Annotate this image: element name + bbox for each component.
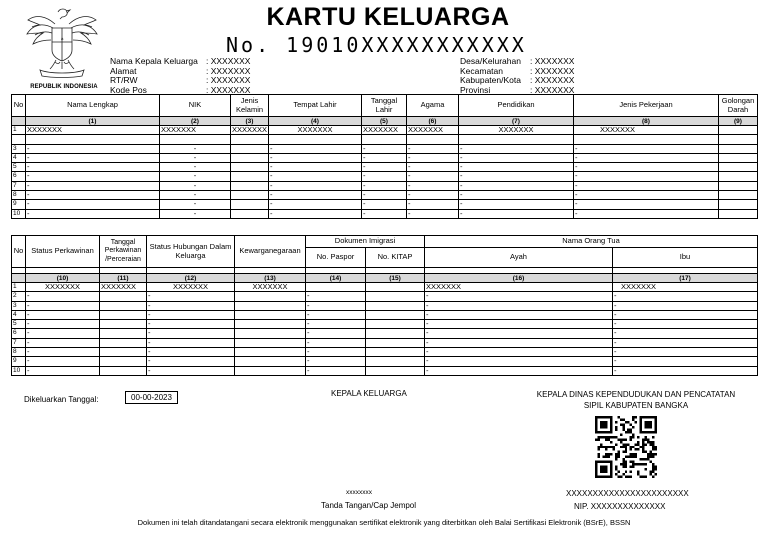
row-number: 10 (12, 366, 26, 375)
table-cell (719, 163, 758, 172)
table-cell (100, 292, 147, 301)
table-cell (231, 209, 269, 218)
info-label: Nama Kepala Keluarga (110, 56, 198, 66)
table-cell: - (147, 366, 235, 375)
table-cell (231, 172, 269, 181)
table-cell: - (147, 348, 235, 357)
table-cell (366, 348, 425, 357)
table-row (12, 181, 758, 190)
col-header-marriage-date: Tanggal Perkawinan /Perceraian (100, 236, 147, 268)
issued-date-box: 00-00-2023 (125, 391, 178, 404)
column-index-cell: (7) (459, 117, 574, 126)
table-row (12, 292, 758, 301)
table-cell (366, 320, 425, 329)
electronic-signature-disclaimer: Dokumen ini telah ditandatangani secara elektronik menggunakan sertifikat elektronik yang diterbitkan oleh Balai Sertifikasi Elektronik (BSrE), BSSN (137, 518, 631, 527)
table-cell: - (26, 144, 160, 153)
cell-birthplace: XXXXXXX (269, 126, 362, 135)
table-cell: - (147, 357, 235, 366)
cell-family-relation: XXXXXXX (147, 283, 235, 292)
table-cell: - (362, 153, 407, 162)
table-cell: - (269, 144, 362, 153)
table-cell: - (26, 329, 100, 338)
table-cell: - (269, 209, 362, 218)
table-cell: - (362, 209, 407, 218)
civil-registry-office-title: KEPALA DINAS KEPENDUDUKAN DAN PENCATATAN SIPIL KABUPATEN BANGKA (536, 390, 736, 410)
table-row (12, 135, 758, 144)
table-cell: - (26, 301, 100, 310)
table-cell: - (160, 163, 231, 172)
table-cell: - (613, 329, 758, 338)
col-header-religion: Agama (407, 95, 459, 117)
column-index-cell: (13) (235, 274, 306, 283)
column-index-cell: (3) (231, 117, 269, 126)
table-cell: - (425, 301, 613, 310)
table-cell: - (425, 292, 613, 301)
table-cell: - (26, 191, 160, 200)
table-cell (366, 329, 425, 338)
col-header-no: No (12, 95, 26, 117)
cell-full-name (26, 135, 160, 144)
cell-religion: XXXXXXX (407, 126, 459, 135)
column-index-cell: (16) (425, 274, 613, 283)
table-cell: - (613, 338, 758, 347)
qr-code-icon (595, 416, 657, 478)
cell-gender: XXXXXXX (232, 125, 268, 134)
table-cell: - (269, 191, 362, 200)
table-cell: - (147, 338, 235, 347)
col-header-full-name: Nama Lengkap (26, 95, 160, 117)
column-index-cell: (15) (366, 274, 425, 283)
col-header-kitap: No. KITAP (366, 248, 425, 268)
column-index-cell: (8) (574, 117, 719, 126)
table-header-row (12, 95, 758, 117)
info-value: : XXXXXXX (530, 65, 575, 76)
table-cell: - (459, 200, 574, 209)
document-number: No. 19010XXXXXXXXXXX (226, 33, 527, 57)
row-number: 5 (12, 163, 26, 172)
household-info-right (460, 57, 574, 95)
table-cell: - (26, 320, 100, 329)
table-cell: - (425, 348, 613, 357)
head-of-family-title: KEPALA KELUARGA (331, 389, 407, 398)
table-cell (235, 301, 306, 310)
table-cell (366, 301, 425, 310)
table-cell: - (613, 366, 758, 375)
table-cell: - (147, 310, 235, 319)
col-header-mother: Ibu (613, 248, 758, 268)
info-label: RT/RW (110, 75, 138, 85)
family-members-table (11, 94, 758, 219)
table-cell: - (407, 172, 459, 181)
official-name: XXXXXXXXXXXXXXXXXXXXXXX (566, 489, 689, 498)
cell-kitap (366, 283, 425, 292)
info-label: Alamat (110, 65, 137, 76)
cell-blood-type (719, 135, 758, 144)
table-cell: - (574, 153, 719, 162)
table-cell (366, 292, 425, 301)
table-row (12, 191, 758, 200)
table-cell (231, 144, 269, 153)
table-cell (235, 348, 306, 357)
table-cell: - (269, 200, 362, 209)
col-header-gender: Jenis Kelamin (231, 95, 269, 117)
table-cell: - (306, 301, 366, 310)
table-cell: - (574, 163, 719, 172)
table-cell: - (160, 153, 231, 162)
col-header-education: Pendidikan (459, 95, 574, 117)
table-cell (100, 366, 147, 375)
table-cell: - (574, 209, 719, 218)
col-header-birthdate: Tanggal Lahir (362, 95, 407, 117)
table-row (12, 338, 758, 347)
table-header-row (12, 236, 758, 248)
row-number: 8 (12, 191, 26, 200)
table-cell: - (362, 181, 407, 190)
column-index-cell: (10) (26, 274, 100, 283)
cell-occupation: XXXXXXX (574, 126, 719, 135)
table-cell: - (407, 144, 459, 153)
table-cell: - (574, 200, 719, 209)
col-header-blood-type: Golongan Darah (719, 95, 758, 117)
table-cell: - (269, 172, 362, 181)
table-cell: - (574, 144, 719, 153)
table-row (12, 163, 758, 172)
table-cell: - (459, 153, 574, 162)
info-label: Kode Pos (110, 84, 147, 95)
table-cell (719, 172, 758, 181)
table-row (12, 301, 758, 310)
table-cell: - (306, 366, 366, 375)
info-label: Provinsi (460, 84, 491, 95)
table-cell: - (26, 292, 100, 301)
info-label: Desa/Kelurahan (460, 56, 521, 66)
table-cell: - (425, 357, 613, 366)
table-row (12, 172, 758, 181)
table-cell: - (407, 153, 459, 162)
info-value: : XXXXXXX (206, 65, 251, 76)
table-cell: - (306, 329, 366, 338)
table-cell: - (574, 172, 719, 181)
row-number: 7 (12, 338, 26, 347)
table-cell: - (407, 200, 459, 209)
table-row (12, 348, 758, 357)
cell-nationality: XXXXXXX (235, 283, 306, 292)
table-cell: - (26, 310, 100, 319)
empty-rows-top (12, 144, 758, 218)
info-label: Kecamatan (460, 65, 503, 76)
col-header-father: Ayah (425, 248, 613, 268)
column-index-cell: (2) (160, 117, 231, 126)
row-number: 2 (12, 292, 26, 301)
cell-full-name: XXXXXXX (26, 126, 160, 135)
table-cell: - (160, 191, 231, 200)
cell-nik: XXXXXXX (160, 126, 231, 135)
table-cell (366, 338, 425, 347)
table-cell (100, 357, 147, 366)
table-cell (231, 153, 269, 162)
table-cell: - (147, 329, 235, 338)
info-value: : XXXXXXX (530, 75, 575, 85)
table-cell: - (362, 163, 407, 172)
row-number: 9 (12, 200, 26, 209)
table-cell: - (459, 209, 574, 218)
table-cell: - (459, 144, 574, 153)
row-number: 4 (12, 310, 26, 319)
table-cell (100, 348, 147, 357)
table-cell: - (147, 301, 235, 310)
table-row (12, 126, 758, 135)
table-cell: - (26, 357, 100, 366)
table-cell (100, 320, 147, 329)
column-index-cell: (14) (306, 274, 366, 283)
table-row (12, 153, 758, 162)
table-row (12, 144, 758, 153)
col-header-birthplace: Tempat Lahir (269, 95, 362, 117)
table-cell: - (147, 292, 235, 301)
table-row (12, 357, 758, 366)
cell-nik (160, 135, 231, 144)
table-cell: - (425, 338, 613, 347)
cell-gender (231, 135, 269, 144)
info-value: : XXXXXXX (530, 56, 575, 66)
table-row (12, 209, 758, 218)
cell-mother: XXXXXXX (613, 283, 758, 292)
issued-date-label: Dikeluarkan Tanggal: (24, 395, 99, 404)
info-label: Kabupaten/Kota (460, 75, 521, 85)
table-cell: - (407, 209, 459, 218)
table-cell (100, 301, 147, 310)
table-cell: - (362, 144, 407, 153)
emblem-caption: REPUBLIK INDONESIA (30, 84, 98, 90)
row-number: 10 (12, 209, 26, 218)
row-number: 3 (12, 301, 26, 310)
table-cell: - (26, 163, 160, 172)
col-header-nik: NIK (160, 95, 231, 117)
info-value: : XXXXXXX (206, 56, 251, 66)
table-cell (235, 329, 306, 338)
document-title: KARTU KELUARGA (266, 3, 510, 31)
official-nip: NIP. XXXXXXXXXXXXXX (574, 502, 666, 511)
table-cell (231, 191, 269, 200)
column-index-cell: (12) (147, 274, 235, 283)
marital-parent-table (11, 235, 758, 376)
table-cell (719, 209, 758, 218)
table-cell (231, 200, 269, 209)
cell-marital-status: XXXXXXX (26, 283, 100, 292)
table-cell: - (26, 348, 100, 357)
cell-religion (407, 135, 459, 144)
table-cell (235, 338, 306, 347)
table-cell (235, 320, 306, 329)
table-cell (366, 357, 425, 366)
cell-blood-type (719, 126, 758, 135)
table-cell: - (26, 181, 160, 190)
table-cell: - (613, 301, 758, 310)
table-cell: - (306, 348, 366, 357)
table-cell: - (26, 153, 160, 162)
table-cell: - (26, 172, 160, 181)
table-cell: - (306, 320, 366, 329)
column-index-cell: (17) (613, 274, 758, 283)
table-cell: - (160, 181, 231, 190)
column-index-row (12, 274, 758, 283)
column-index-cell (12, 274, 26, 283)
col-header-nationality: Kewarganegaraan (235, 236, 306, 268)
table-cell (719, 153, 758, 162)
table-cell (235, 366, 306, 375)
table-cell (235, 292, 306, 301)
table-cell: - (306, 292, 366, 301)
column-index-cell: (11) (100, 274, 147, 283)
column-index-cell: (1) (26, 117, 160, 126)
cell-birthplace (269, 135, 362, 144)
column-index-cell: (4) (269, 117, 362, 126)
table-cell (235, 310, 306, 319)
table-cell (231, 181, 269, 190)
row-number: 4 (12, 153, 26, 162)
cell-occupation (574, 135, 719, 144)
table-cell: - (574, 181, 719, 190)
table-cell: - (26, 209, 160, 218)
row-number: 7 (12, 181, 26, 190)
table-cell: - (306, 357, 366, 366)
info-value: : XXXXXXX (206, 84, 251, 95)
table-cell: - (362, 200, 407, 209)
col-header-occupation: Jenis Pekerjaan (574, 95, 719, 117)
row-number: 1 (12, 126, 26, 135)
table-cell: - (425, 329, 613, 338)
table-cell (100, 329, 147, 338)
cell-education (459, 135, 574, 144)
row-number (12, 135, 26, 144)
col-header-parents: Nama Orang Tua (425, 236, 758, 248)
table-cell: - (306, 338, 366, 347)
table-cell: - (362, 172, 407, 181)
empty-rows-bottom (12, 292, 758, 376)
table-cell: - (613, 320, 758, 329)
table-cell (719, 191, 758, 200)
table-cell: - (407, 163, 459, 172)
row-number: 6 (12, 172, 26, 181)
row-number: 9 (12, 357, 26, 366)
table-cell: - (306, 310, 366, 319)
household-info-left (110, 57, 250, 95)
table-cell: - (407, 191, 459, 200)
table-cell (719, 200, 758, 209)
table-cell: - (459, 181, 574, 190)
info-value: : XXXXXXX (206, 75, 251, 85)
table-row (12, 366, 758, 375)
row-number: 1 (12, 283, 26, 292)
table-row (12, 310, 758, 319)
table-cell (719, 144, 758, 153)
table-cell: - (425, 366, 613, 375)
cell-father: XXXXXXX (425, 283, 613, 292)
col-header-no: No (12, 236, 26, 268)
table-cell (100, 338, 147, 347)
table-cell: - (613, 348, 758, 357)
head-of-family-name: xxxxxxxx (346, 489, 372, 496)
table-cell: - (269, 181, 362, 190)
table-cell (366, 366, 425, 375)
table-cell: - (613, 310, 758, 319)
table-cell: - (425, 320, 613, 329)
table-row (12, 320, 758, 329)
table-row (12, 200, 758, 209)
row-number: 8 (12, 348, 26, 357)
table-cell (719, 181, 758, 190)
cell-birthdate (362, 135, 407, 144)
table-cell: - (425, 310, 613, 319)
table-cell: - (160, 209, 231, 218)
table-cell: - (147, 320, 235, 329)
table-cell: - (160, 172, 231, 181)
column-index-row (12, 117, 758, 126)
row-number: 3 (12, 144, 26, 153)
table-cell: - (26, 366, 100, 375)
col-header-family-relation: Status Hubungan Dalam Keluarga (147, 236, 235, 268)
table-cell: - (459, 163, 574, 172)
table-row (12, 329, 758, 338)
table-cell (366, 310, 425, 319)
column-index-cell: (9) (719, 117, 758, 126)
info-value: : XXXXXXX (530, 84, 575, 95)
table-cell: - (407, 181, 459, 190)
col-header-immigration-docs: Dokumen Imigrasi (306, 236, 425, 248)
table-cell: - (362, 191, 407, 200)
row-number: 6 (12, 329, 26, 338)
signature-caption: Tanda Tangan/Cap Jempol (321, 501, 417, 510)
table-cell: - (613, 292, 758, 301)
cell-education: XXXXXXX (459, 126, 574, 135)
table-cell: - (269, 163, 362, 172)
table-cell: - (269, 153, 362, 162)
table-cell: - (26, 200, 160, 209)
table-row (12, 283, 758, 292)
table-cell: - (574, 191, 719, 200)
table-cell (231, 163, 269, 172)
row-number: 5 (12, 320, 26, 329)
table-cell: - (613, 357, 758, 366)
cell-birthdate: XXXXXXX (362, 126, 407, 135)
table-cell: - (459, 191, 574, 200)
column-index-cell: (6) (407, 117, 459, 126)
table-cell (100, 310, 147, 319)
col-header-passport: No. Paspor (306, 248, 366, 268)
table-cell: - (459, 172, 574, 181)
table-cell: - (26, 338, 100, 347)
col-header-marital-status: Status Perkawinan (26, 236, 100, 268)
column-index-cell (12, 117, 26, 126)
column-index-cell: (5) (362, 117, 407, 126)
table-cell (235, 357, 306, 366)
cell-passport (306, 283, 366, 292)
cell-marriage-date: XXXXXXX (100, 283, 147, 292)
table-cell: - (160, 144, 231, 153)
table-cell: - (160, 200, 231, 209)
